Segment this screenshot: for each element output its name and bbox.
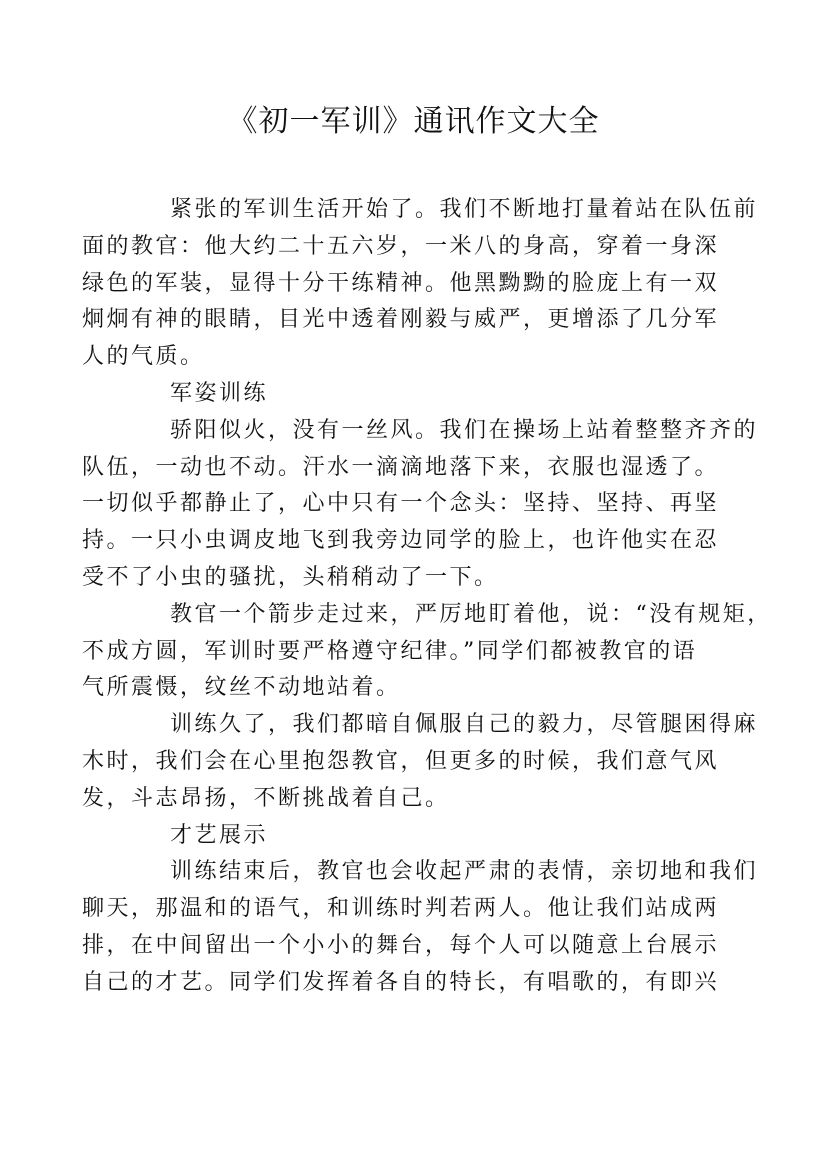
text-line: 自己的才艺。同学们发挥着各自的特长，有唱歌的，有即兴 bbox=[82, 969, 720, 995]
text-line: 不成方圆，军训时要严格遵守纪律。”同学们都被教官的语 bbox=[82, 638, 698, 664]
text-line: 炯炯有神的眼睛，目光中透着刚毅与威严，更增添了几分军 bbox=[82, 307, 720, 333]
text-line: 木时，我们会在心里抱怨教官，但更多的时候，我们意气风 bbox=[82, 748, 720, 774]
text-line: 队伍，一动也不动。汗水一滴滴地落下来，衣服也湿透了。 bbox=[82, 454, 720, 480]
text-line: 人的气质。 bbox=[82, 344, 205, 370]
paragraph bbox=[82, 707, 759, 817]
text-line: 军姿训练 bbox=[170, 380, 269, 406]
text-line: 才艺展示 bbox=[170, 822, 269, 848]
text-line: 训练久了，我们都暗自佩服自己的毅力，尽管腿困得麻 bbox=[170, 712, 759, 738]
text-line: 一切似乎都静止了，心中只有一个念头：坚持、坚持、再坚 bbox=[82, 491, 720, 517]
text-line: 持。一只小虫调皮地飞到我旁边同学的脸上，也许他实在忍 bbox=[82, 528, 720, 554]
section-heading bbox=[126, 818, 711, 855]
paragraph bbox=[82, 192, 759, 376]
text-line: 绿色的军装，显得十分干练精神。他黑黝黝的脸庞上有一双 bbox=[82, 270, 720, 296]
text-line: 发，斗志昂扬，不断挑战着自己。 bbox=[82, 785, 450, 811]
text-line: 面的教官：他大约二十五六岁，一米八的身高，穿着一身深 bbox=[82, 233, 720, 259]
section-heading bbox=[126, 376, 711, 413]
text-line: 气所震慑，纹丝不动地站着。 bbox=[82, 675, 401, 701]
text-line: 紧张的军训生活开始了。我们不断地打量着站在队伍前 bbox=[170, 197, 759, 222]
paragraph bbox=[82, 597, 772, 707]
paragraph bbox=[82, 413, 759, 597]
text-line: 聊天，那温和的语气，和训练时判若两人。他让我们站成两 bbox=[82, 896, 720, 922]
text-line: 训练结束后，教官也会收起严肃的表情，亲切地和我们 bbox=[170, 859, 759, 885]
text-line: 排，在中间留出一个小小的舞台，每个人可以随意上台展示 bbox=[82, 932, 720, 958]
paragraph bbox=[82, 854, 759, 1001]
text-line: 骄阳似火，没有一丝风。我们在操场上站着整整齐齐的 bbox=[170, 417, 759, 443]
text-line: 教官一个箭步走过来，严厉地盯着他，说：“没有规矩， bbox=[170, 601, 772, 627]
text-line: 受不了小虫的骚扰，头稍稍动了一下。 bbox=[82, 564, 499, 590]
document-body bbox=[82, 192, 772, 1002]
document-title: 《初一军训》通讯作文大全 bbox=[227, 104, 600, 139]
